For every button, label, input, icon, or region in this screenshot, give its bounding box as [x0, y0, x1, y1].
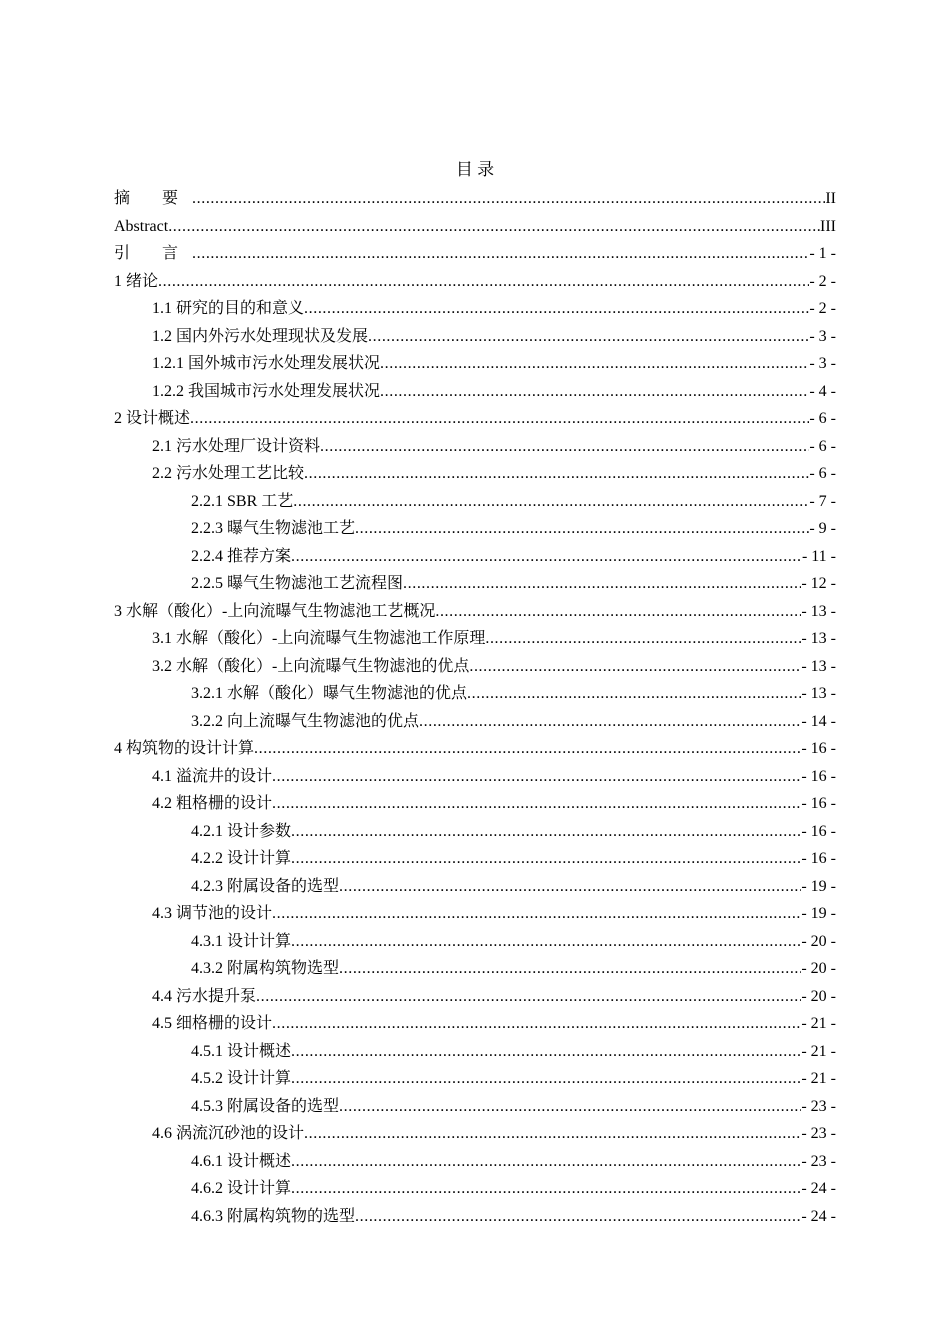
toc-entry-label: 4.3.2 附属构筑物选型: [191, 960, 340, 977]
toc-dot-leader: [355, 1203, 801, 1231]
toc-dot-leader: [419, 708, 801, 736]
toc-entry[interactable]: [114, 350, 836, 378]
toc-entry[interactable]: [114, 1175, 836, 1203]
toc-entry-page-number: - 6 -: [809, 465, 836, 482]
toc-entry-page-number: - 16 -: [801, 740, 836, 757]
toc-entry[interactable]: [114, 983, 836, 1011]
toc-entry[interactable]: [114, 873, 836, 901]
toc-dot-leader: [380, 378, 809, 406]
toc-entry-page-number: - 20 -: [801, 960, 836, 977]
toc-entry[interactable]: [114, 708, 836, 736]
toc-entry-page-number: - 21 -: [801, 1015, 836, 1032]
toc-entry-page-number: - 23 -: [801, 1152, 836, 1170]
toc-dot-leader: [403, 570, 801, 598]
toc-entry[interactable]: [114, 598, 836, 626]
toc-entry[interactable]: [114, 735, 836, 763]
toc-entry[interactable]: [114, 570, 836, 598]
toc-entry[interactable]: [114, 680, 836, 708]
toc-entry-label: 4.3.1 设计计算: [191, 932, 292, 950]
toc-entry-label: 3.2 水解（酸化）-上向流曝气生物滤池的优点: [152, 657, 470, 675]
toc-dot-leader: [304, 1120, 801, 1148]
toc-dot-leader: [158, 268, 809, 296]
toc-dot-leader: [291, 928, 801, 956]
toc-entry[interactable]: [114, 653, 836, 681]
toc-entry-label: 4.6.1 设计概述: [191, 1152, 292, 1170]
toc-dot-leader: [380, 350, 809, 378]
toc-dot-leader: [293, 488, 809, 516]
toc-entry-label: Abstract: [114, 217, 169, 235]
toc-entry-page-number: - 16 -: [801, 767, 836, 785]
toc-entry-page-number: - 14 -: [801, 712, 836, 730]
toc-entry[interactable]: [114, 515, 836, 543]
toc-entry-page-number: - 24 -: [801, 1180, 836, 1197]
table-of-contents: [114, 185, 836, 1230]
toc-entry-label: 3.2.2 向上流曝气生物滤池的优点: [191, 712, 420, 730]
toc-dot-leader: [272, 790, 801, 818]
toc-entry[interactable]: [114, 928, 836, 956]
toc-entry[interactable]: [114, 955, 836, 983]
toc-entry[interactable]: [114, 1038, 836, 1066]
toc-entry-page-number: - 23 -: [801, 1097, 836, 1115]
toc-entry-label: 1.2 国内外污水处理现状及发展: [152, 327, 369, 345]
toc-dot-leader: [469, 653, 801, 681]
toc-dot-leader: [339, 1093, 801, 1121]
toc-entry-page-number: - 3 -: [809, 355, 836, 372]
toc-dot-leader: [291, 543, 802, 571]
toc-entry-page-number: - 13 -: [801, 657, 836, 675]
toc-entry-page-number: - 13 -: [801, 685, 836, 702]
toc-entry-label: 1.1 研究的目的和意义: [152, 300, 305, 317]
toc-entry[interactable]: [114, 845, 836, 873]
toc-entry-page-number: - 21 -: [801, 1070, 836, 1087]
toc-dot-leader: [272, 900, 801, 928]
toc-dot-leader: [467, 680, 801, 708]
toc-dot-leader: [291, 1148, 801, 1176]
toc-entry-label: 4 构筑物的设计计算: [114, 740, 255, 757]
toc-entry-label: 3 水解（酸化）-上向流曝气生物滤池工艺概况: [114, 602, 436, 620]
toc-entry-label: 4.5.1 设计概述: [191, 1042, 292, 1060]
toc-entry-page-number: - 21 -: [801, 1042, 836, 1060]
toc-entry-page-number: - 9 -: [809, 520, 836, 537]
toc-entry-label: 2.2.5 曝气生物滤池工艺流程图: [191, 575, 404, 592]
toc-entry[interactable]: [114, 405, 836, 433]
toc-entry-page-number: - 7 -: [809, 492, 836, 510]
toc-entry-label: 2.2.4 推荐方案: [191, 547, 292, 565]
toc-title: 目 录: [455, 160, 495, 179]
toc-entry-page-number: - 19 -: [801, 877, 836, 895]
toc-dot-leader: [320, 433, 809, 461]
toc-entry[interactable]: [114, 433, 836, 461]
toc-entry-label: 4.4 污水提升泵: [152, 987, 257, 1005]
toc-entry-label: 4.5 细格栅的设计: [152, 1015, 273, 1032]
toc-entry-page-number: III: [820, 217, 836, 235]
toc-entry-label: 3.2.1 水解（酸化）曝气生物滤池的优点: [191, 685, 468, 702]
toc-dot-leader: [291, 1038, 801, 1066]
toc-entry-page-number: - 23 -: [801, 1125, 836, 1142]
toc-dot-leader: [368, 323, 809, 351]
toc-entry-label: 3.1 水解（酸化）-上向流曝气生物滤池工作原理: [152, 630, 486, 647]
toc-dot-leader: [291, 818, 801, 846]
toc-dot-leader: [291, 1175, 801, 1203]
toc-entry-label: 4.2 粗格栅的设计: [152, 795, 273, 812]
toc-entry-page-number: - 6 -: [809, 410, 836, 427]
toc-entry[interactable]: [114, 625, 836, 653]
toc-entry[interactable]: [114, 1010, 836, 1038]
toc-entry[interactable]: [114, 1148, 836, 1176]
toc-entry[interactable]: [114, 1065, 836, 1093]
toc-entry-label: 2 设计概述: [114, 410, 191, 427]
toc-dot-leader: [192, 240, 809, 268]
toc-entry[interactable]: [114, 1120, 836, 1148]
toc-dot-leader: [190, 405, 809, 433]
toc-entry-label: 4.2.3 附属设备的选型: [191, 877, 340, 895]
toc-entry[interactable]: [114, 763, 836, 791]
toc-dot-leader: [291, 1065, 801, 1093]
toc-entry-label: 引 言: [114, 245, 193, 262]
toc-entry[interactable]: [114, 213, 836, 241]
toc-entry-page-number: - 11 -: [801, 547, 836, 565]
toc-entry-page-number: - 4 -: [809, 382, 836, 400]
toc-entry-page-number: - 20 -: [801, 932, 836, 950]
toc-entry-page-number: - 13 -: [801, 630, 836, 647]
toc-entry[interactable]: [114, 268, 836, 296]
toc-entry-page-number: - 1 -: [809, 245, 836, 262]
toc-entry-page-number: - 24 -: [801, 1207, 836, 1225]
toc-entry-label: 摘 要: [114, 190, 193, 207]
toc-entry[interactable]: [114, 378, 836, 406]
toc-entry-label: 1 绪论: [114, 272, 159, 290]
toc-entry-label: 2.1 污水处理厂设计资料: [152, 437, 321, 455]
toc-dot-leader: [272, 763, 801, 791]
toc-entry-label: 4.6 涡流沉砂池的设计: [152, 1125, 305, 1142]
toc-entry-label: 4.2.2 设计计算: [191, 850, 292, 867]
toc-entry-label: 2.2 污水处理工艺比较: [152, 465, 305, 482]
toc-dot-leader: [435, 598, 801, 626]
toc-entry[interactable]: [114, 185, 836, 213]
toc-entry-page-number: - 2 -: [809, 300, 836, 317]
toc-dot-leader: [485, 625, 801, 653]
toc-entry[interactable]: [114, 790, 836, 818]
toc-entry[interactable]: [114, 543, 836, 571]
toc-entry-label: 4.5.3 附属设备的选型: [191, 1097, 340, 1115]
toc-entry-label: 4.2.1 设计参数: [191, 822, 292, 840]
toc-entry-page-number: - 16 -: [801, 822, 836, 840]
toc-dot-leader: [256, 983, 801, 1011]
toc-entry-page-number: - 3 -: [809, 327, 836, 345]
toc-entry[interactable]: [114, 1093, 836, 1121]
toc-entry-page-number: - 20 -: [801, 987, 836, 1005]
toc-dot-leader: [254, 735, 801, 763]
toc-entry-label: 1.2.1 国外城市污水处理发展状况: [152, 355, 381, 372]
toc-dot-leader: [192, 185, 825, 213]
toc-dot-leader: [304, 295, 809, 323]
toc-dot-leader: [339, 955, 801, 983]
toc-dot-leader: [291, 845, 801, 873]
toc-entry-page-number: - 16 -: [801, 795, 836, 812]
toc-entry-page-number: - 13 -: [801, 602, 836, 620]
toc-dot-leader: [168, 213, 820, 241]
toc-entry[interactable]: [114, 323, 836, 351]
toc-entry-label: 4.5.2 设计计算: [191, 1070, 292, 1087]
toc-entry-page-number: - 19 -: [801, 905, 836, 922]
toc-entry-page-number: - 6 -: [809, 437, 836, 455]
toc-entry-page-number: - 16 -: [801, 850, 836, 867]
toc-entry[interactable]: [114, 488, 836, 516]
toc-entry-label: 4.6.2 设计计算: [191, 1180, 292, 1197]
toc-entry-label: 2.2.3 曝气生物滤池工艺: [191, 520, 356, 537]
toc-dot-leader: [339, 873, 801, 901]
toc-entry-label: 4.1 溢流井的设计: [152, 767, 273, 785]
toc-entry[interactable]: [114, 240, 836, 268]
toc-dot-leader: [355, 515, 809, 543]
toc-entry[interactable]: [114, 295, 836, 323]
toc-entry-label: 1.2.2 我国城市污水处理发展状况: [152, 382, 381, 400]
toc-entry-label: 4.6.3 附属构筑物的选型: [191, 1207, 356, 1225]
toc-entry[interactable]: [114, 460, 836, 488]
toc-entry-label: 4.3 调节池的设计: [152, 905, 273, 922]
toc-entry[interactable]: [114, 900, 836, 928]
toc-entry-label: 2.2.1 SBR 工艺: [191, 492, 294, 510]
toc-dot-leader: [304, 460, 809, 488]
toc-entry[interactable]: [114, 818, 836, 846]
toc-entry-page-number: II: [825, 190, 836, 207]
toc-entry[interactable]: [114, 1203, 836, 1231]
toc-entry-page-number: - 12 -: [801, 575, 836, 592]
toc-entry-page-number: - 2 -: [809, 272, 836, 290]
toc-dot-leader: [272, 1010, 801, 1038]
